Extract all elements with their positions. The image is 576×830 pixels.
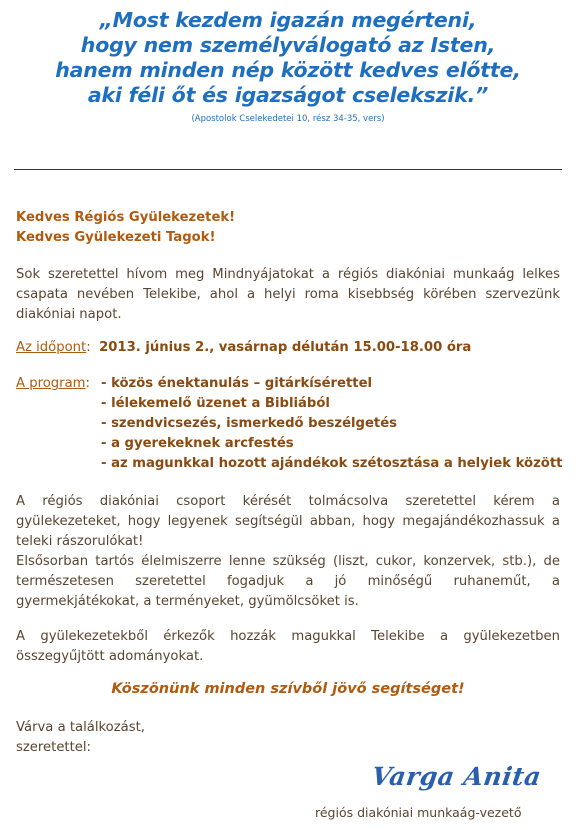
quote-reference: (Apostolok Cselekedetei 10, rész 34-35, vers) xyxy=(191,114,385,124)
intro-paragraph: Sok szeretettel hívom meg Mindnyájatokat a régiós diakóniai munkaág lelkes csapata nevében Telekibe, ahol a helyi roma kisebbség körében szervezünk diakóniai napot. xyxy=(16,267,560,322)
program-colon: : xyxy=(85,376,90,391)
program-item: - közös énektanulás – gitárkísérettel xyxy=(101,376,373,391)
quote-line: hanem minden nép között kedves előtte, xyxy=(55,58,521,82)
time-colon: : xyxy=(86,340,91,355)
quote-line: hogy nem személyválogató az Isten, xyxy=(80,33,496,57)
time-value: 2013. június 2., vasárnap délután 15.00-18.00 óra xyxy=(99,340,472,355)
program-item: - a gyerekeknek arcfestés xyxy=(101,436,294,451)
greeting-line: Kedves Régiós Gyülekezetek! xyxy=(16,210,236,225)
greeting-line: Kedves Gyülekezeti Tagok! xyxy=(16,230,216,245)
quote-line: „Most kezdem igazán megérteni, xyxy=(99,8,477,32)
thanks-line: Köszönünk minden szívből jövő segítséget! xyxy=(111,681,465,697)
program-item: - az magunkkal hozott ajándékok szétosztása a helyiek között xyxy=(101,456,563,471)
request-paragraph: A régiós diakóniai csoport kérését tolmácsolva szeretettel kérem a gyülekezeteket, hogy legyenek segítségül abban, hogy megajándékozhassuk a teleki rászorulókat! xyxy=(16,494,560,549)
needs-paragraph: Elsősorban tartós élelmiszerre lenne szükség (liszt, cukor, konzervek, stb.), de természetesen szeretettel fogadjuk a jó minőségű ruhaneműt, a gyermekjátékokat, a terményeket, gyümölcsöket is. xyxy=(16,554,560,609)
closing-line: szeretettel: xyxy=(16,740,91,755)
divider xyxy=(14,169,562,170)
closing xyxy=(16,718,560,758)
greeting xyxy=(16,208,560,248)
closing-line: Várva a találkozást, xyxy=(16,720,145,735)
program-item: - szendvicsezés, ismerkedő beszélgetés xyxy=(101,416,398,431)
signature-role: régiós diakóniai munkaág-vezető xyxy=(315,805,522,820)
program-label: A program xyxy=(16,376,86,391)
donations-paragraph: A gyülekezetekből érkezők hozzák magukkal Telekibe a gyülekezetben összegyűjtött adományokat. xyxy=(16,629,560,664)
quote-line: aki féli őt és igazságot cselekszik.” xyxy=(87,83,489,107)
program-list xyxy=(101,374,562,474)
time-row xyxy=(16,338,560,358)
bible-quote xyxy=(0,8,576,124)
time-label: Az időpont xyxy=(16,340,87,355)
program-item: - lélekemelő üzenet a Bibliából xyxy=(101,396,330,411)
signature: Varga Anita xyxy=(369,762,544,791)
